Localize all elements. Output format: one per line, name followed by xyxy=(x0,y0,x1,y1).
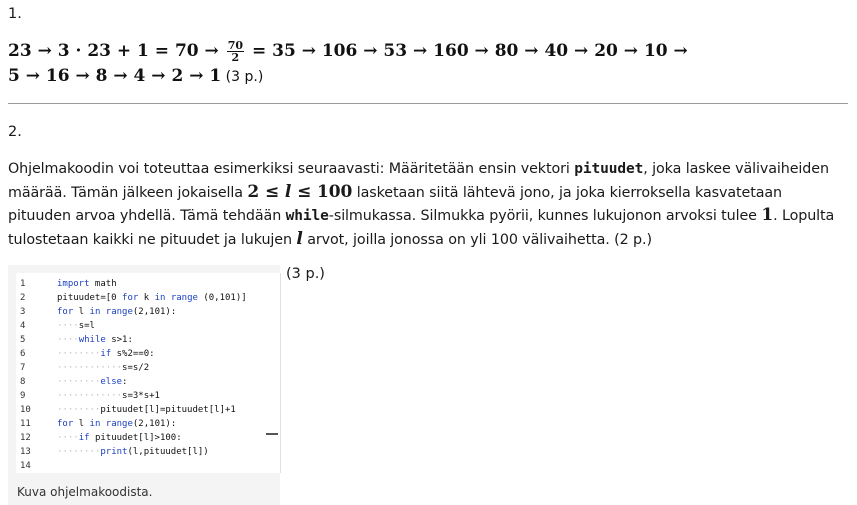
code-token: range xyxy=(170,293,198,303)
code-text xyxy=(57,361,149,375)
code-line xyxy=(16,291,278,305)
code-line xyxy=(16,333,278,347)
code-line xyxy=(16,319,278,333)
code-rest xyxy=(57,293,247,303)
code-indent: ········ xyxy=(57,377,101,387)
line-number: 3 xyxy=(20,307,26,317)
code-rest xyxy=(73,419,176,429)
sequence-part-2: = 35 → 106 → 53 → 160 → 80 → 40 → 20 → 10 → xyxy=(246,41,688,61)
line-number: 14 xyxy=(20,461,31,471)
code-keyword: for xyxy=(57,419,74,429)
code-indent: ········ xyxy=(57,447,101,457)
line-number: 1 xyxy=(20,279,26,289)
code-line xyxy=(16,305,278,319)
math-range-start: 2 ≤ xyxy=(247,181,285,202)
line-number: 13 xyxy=(20,447,31,457)
code-token: pituudet[l]=pituudet[l]+1 xyxy=(100,405,236,415)
code-text xyxy=(57,291,247,305)
line-number: 8 xyxy=(20,377,26,387)
code-token: range xyxy=(105,307,133,317)
code-text xyxy=(57,417,176,431)
code-term-pituudet: pituudet xyxy=(574,161,644,177)
para-text-5: . Lopulta tulostetaan kaikki ne pituudet ja lukujen xyxy=(8,208,835,248)
fraction-denominator: 2 xyxy=(231,51,240,64)
points-label-1: (3 p.) xyxy=(221,69,264,85)
code-indent: ···· xyxy=(57,321,79,331)
code-keyword: while xyxy=(78,335,106,345)
code-keyword: for xyxy=(57,307,74,317)
line-number: 6 xyxy=(20,349,26,359)
code-rest xyxy=(106,335,133,345)
code-token: (0,101)] xyxy=(197,293,247,303)
para-text-2: , joka laskee välivaiheiden määrää. Tämän jälkeen jokaisella xyxy=(8,161,829,201)
code-token: s=s/2 xyxy=(122,363,150,373)
section-divider xyxy=(8,103,848,104)
code-token: math xyxy=(89,279,117,289)
math-one: 1 xyxy=(761,205,774,226)
code-token: s%2==0: xyxy=(111,349,155,359)
code-text xyxy=(57,347,155,361)
code-keyword: import xyxy=(57,279,90,289)
code-token: (l,pituudet[l]) xyxy=(127,447,209,457)
code-rest xyxy=(73,307,176,317)
code-line xyxy=(16,375,278,389)
code-indent: ···· xyxy=(57,335,79,345)
section-2-number: 2. xyxy=(8,124,22,140)
code-rest xyxy=(122,377,127,387)
code-text xyxy=(57,277,117,291)
fraction-70-over-2 xyxy=(227,40,244,63)
code-indent: ············ xyxy=(57,363,123,373)
code-figure xyxy=(8,265,280,505)
code-indent: ········ xyxy=(57,349,101,359)
code-text xyxy=(57,389,160,403)
code-text xyxy=(57,333,133,347)
math-range-end: ≤ 100 xyxy=(291,181,353,202)
sequence-part-3: 5 → 16 → 8 → 4 → 2 → 1 xyxy=(8,66,222,86)
explanation-paragraph xyxy=(8,158,848,251)
code-text xyxy=(57,319,95,333)
line-number: 4 xyxy=(20,321,26,331)
math-var-l: l xyxy=(284,181,292,202)
code-text xyxy=(57,431,182,445)
collatz-sequence-line-2 xyxy=(8,66,263,86)
code-rest xyxy=(90,279,117,289)
code-token: s=l xyxy=(78,321,95,331)
code-indent: ········ xyxy=(57,405,101,415)
code-text xyxy=(57,445,209,459)
line-number: 2 xyxy=(20,293,26,303)
code-token: for xyxy=(122,293,139,303)
code-rest xyxy=(100,405,235,415)
line-number: 11 xyxy=(20,419,31,429)
code-rest xyxy=(90,433,182,443)
fraction-numerator: 70 xyxy=(227,39,244,52)
line-number: 12 xyxy=(20,433,31,443)
figure-caption: Kuva ohjelmakoodista. xyxy=(17,485,153,499)
collatz-sequence-line-1 xyxy=(8,40,688,63)
points-label-2: (3 p.) xyxy=(286,266,325,282)
code-text xyxy=(57,375,127,389)
code-rest xyxy=(79,321,95,331)
code-keyword: if xyxy=(78,433,90,443)
code-token: in xyxy=(89,419,101,429)
code-token: s>1: xyxy=(105,335,133,345)
code-line xyxy=(16,347,278,361)
code-line xyxy=(16,361,278,375)
para-text-1: Ohjelmakoodin voi toteuttaa esimerkiksi seuraavasti: Määritetään ensin vektori xyxy=(8,161,575,177)
code-keyword: print xyxy=(100,447,128,457)
line-number: 9 xyxy=(20,391,26,401)
code-line xyxy=(16,445,278,459)
para-text-3: lasketaan siitä lähtevä jono, ja joka kierroksella kasvatetaan pituuden arvoa yhdellä. Tämä tehdään xyxy=(8,184,782,225)
code-rest xyxy=(127,447,208,457)
code-rest xyxy=(111,349,154,359)
code-line xyxy=(16,403,278,417)
code-line xyxy=(16,417,278,431)
code-token: l xyxy=(73,307,90,317)
code-keyword: if xyxy=(100,349,112,359)
code-token: s=3*s+1 xyxy=(122,391,160,401)
code-line xyxy=(16,389,278,403)
line-number: 10 xyxy=(20,405,31,415)
section-1-number: 1. xyxy=(8,6,22,22)
para-text-6: arvot, joilla jonossa on yli 100 välivaihetta. (2 p.) xyxy=(302,231,652,248)
code-token: in xyxy=(154,293,166,303)
code-line xyxy=(16,431,278,445)
code-line xyxy=(16,277,278,291)
code-rest xyxy=(122,391,160,401)
code-token: l xyxy=(73,419,90,429)
code-token: pituudet=[0 xyxy=(57,293,123,303)
code-keyword: else xyxy=(100,377,123,387)
line-number: 7 xyxy=(20,363,26,373)
code-text xyxy=(57,305,176,319)
code-term-while: while xyxy=(285,208,329,225)
code-token: : xyxy=(122,377,128,387)
code-token: (2,101): xyxy=(132,307,177,317)
code-line xyxy=(16,459,278,473)
code-text xyxy=(57,403,236,417)
code-token: (2,101): xyxy=(132,419,177,429)
code-screenshot xyxy=(16,273,281,473)
code-token: k xyxy=(138,293,155,303)
code-rest xyxy=(122,363,149,373)
para-text-4: -silmukassa. Silmukka pyörii, kunnes lukujonon arvoksi tulee xyxy=(328,208,762,225)
code-indent: ············ xyxy=(57,391,123,401)
sequence-part-1: 23 → 3 · 23 + 1 = 70 → xyxy=(8,41,225,61)
math-var-l-2: l xyxy=(296,228,303,249)
code-token: pituudet[l]>100: xyxy=(89,433,182,443)
code-token: in xyxy=(89,307,101,317)
code-token: range xyxy=(105,419,133,429)
code-indent: ···· xyxy=(57,433,79,443)
line-number: 5 xyxy=(20,335,26,345)
